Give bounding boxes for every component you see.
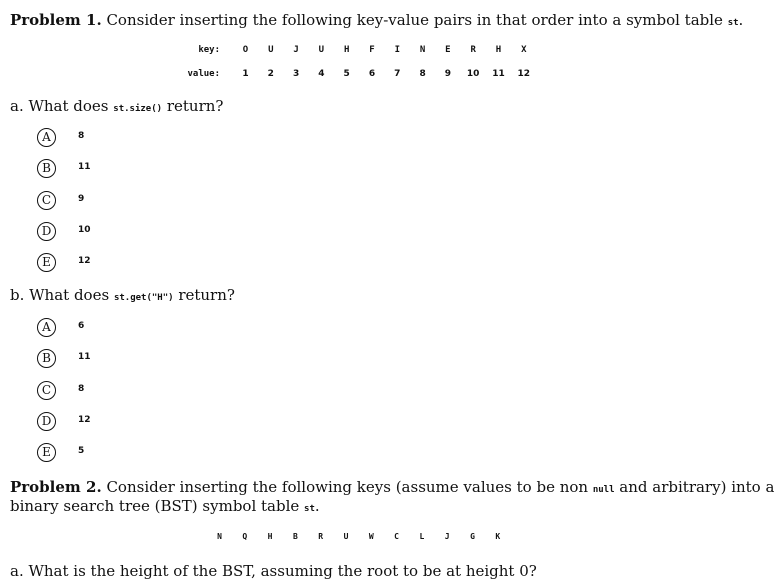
problem1-text: Consider inserting the following key-value pairs in that order into a symbol table xyxy=(106,11,728,29)
bst-key: W xyxy=(368,532,374,541)
kv-key-label: key: xyxy=(198,45,220,55)
kv-key-cell: E xyxy=(445,45,451,55)
part-a-suffix: return? xyxy=(162,97,224,115)
choice-bubble[interactable]: A xyxy=(37,128,56,147)
kv-value-cell: 12 xyxy=(517,69,531,79)
choice-value: 9 xyxy=(78,193,85,204)
bst-key: G xyxy=(470,532,475,541)
choice-value: 10 xyxy=(78,224,91,235)
problem2-code: st xyxy=(304,504,315,514)
choice-bubble[interactable]: E xyxy=(37,443,56,462)
problem1-label: Problem 1. xyxy=(10,11,102,29)
problem2-text-end: . xyxy=(314,497,320,515)
bst-key: L xyxy=(419,532,425,541)
kv-value-cell: 8 xyxy=(419,69,426,79)
bst-key: H xyxy=(267,532,273,541)
part-b-question xyxy=(10,286,235,304)
choice-bubble[interactable]: B xyxy=(37,349,56,368)
kv-value-cell: 7 xyxy=(394,69,401,79)
bst-key: K xyxy=(495,532,501,541)
kv-value-cell: 1 xyxy=(242,69,249,79)
bst-key: B xyxy=(292,532,298,541)
part-b-prefix: b. What does xyxy=(10,286,114,304)
choice-value: 12 xyxy=(78,256,91,267)
kv-key-cell: J xyxy=(293,45,299,55)
choice-bubble[interactable]: D xyxy=(37,412,56,431)
kv-key-cell: N xyxy=(419,45,426,55)
problem2-heading-line2 xyxy=(10,497,320,519)
kv-value-label: value: xyxy=(187,69,220,79)
bst-key: N xyxy=(217,532,222,541)
choice-value: 12 xyxy=(78,414,91,425)
kv-value-cell: 9 xyxy=(444,69,452,79)
choice-bubble[interactable]: E xyxy=(37,253,56,272)
problem1-text-end: . xyxy=(738,11,744,29)
problem2-label: Problem 2. xyxy=(10,478,102,496)
bst-key: C xyxy=(394,532,399,541)
part-b-code: st.get("H") xyxy=(113,293,174,303)
kv-value-cell: 6 xyxy=(368,69,376,79)
problem2-text-2: and arbitrary) into a xyxy=(614,478,774,496)
problem1-code: st xyxy=(727,18,739,28)
problem2-text-1: Consider inserting the following keys (assume values to be non xyxy=(106,478,593,496)
kv-value-cell: 3 xyxy=(292,69,300,79)
problem2-part-a-question: a. What is the height of the BST, assuming the root to be at height 0? xyxy=(10,562,537,580)
part-a-prefix: a. What does xyxy=(10,97,114,115)
kv-key-cell: H xyxy=(343,45,350,55)
choice-value: 11 xyxy=(78,162,91,173)
kv-key-cell: H xyxy=(495,45,502,55)
kv-key-cell: U xyxy=(318,45,325,55)
kv-key-cell: R xyxy=(470,45,476,55)
problem2-null-code: null xyxy=(592,485,615,495)
choice-value: 8 xyxy=(78,131,85,141)
part-a-question xyxy=(10,97,223,115)
choice-value: 11 xyxy=(78,352,91,363)
bst-key: J xyxy=(444,532,450,541)
kv-key-cell: U xyxy=(268,45,274,55)
bst-key: U xyxy=(343,532,349,541)
choice-bubble[interactable]: C xyxy=(37,381,56,400)
choice-bubble[interactable]: D xyxy=(37,222,56,241)
choice-value: 5 xyxy=(78,446,85,457)
choice-value: 6 xyxy=(78,321,85,331)
kv-value-cell: 11 xyxy=(492,69,505,79)
kv-value-cell: 4 xyxy=(318,69,325,79)
kv-value-cell: 5 xyxy=(343,69,350,79)
kv-value-cell: 10 xyxy=(466,69,480,79)
kv-key-cell: F xyxy=(369,45,375,55)
bst-key: Q xyxy=(242,532,248,541)
problem2-text-3: binary search tree (BST) symbol table xyxy=(10,497,305,515)
kv-key-cell: I xyxy=(394,45,400,55)
part-a-code: st.size() xyxy=(113,104,163,114)
choice-bubble[interactable]: B xyxy=(37,159,56,178)
bst-key: R xyxy=(318,532,324,541)
choice-value: 8 xyxy=(78,383,85,394)
part-b-suffix: return? xyxy=(173,286,235,304)
choice-bubble[interactable]: A xyxy=(37,318,56,337)
kv-key-cell: X xyxy=(521,45,527,55)
kv-key-cell: O xyxy=(242,45,249,55)
choice-bubble[interactable]: C xyxy=(37,191,56,210)
kv-value-cell: 2 xyxy=(267,69,274,79)
problem1-heading xyxy=(10,11,743,33)
